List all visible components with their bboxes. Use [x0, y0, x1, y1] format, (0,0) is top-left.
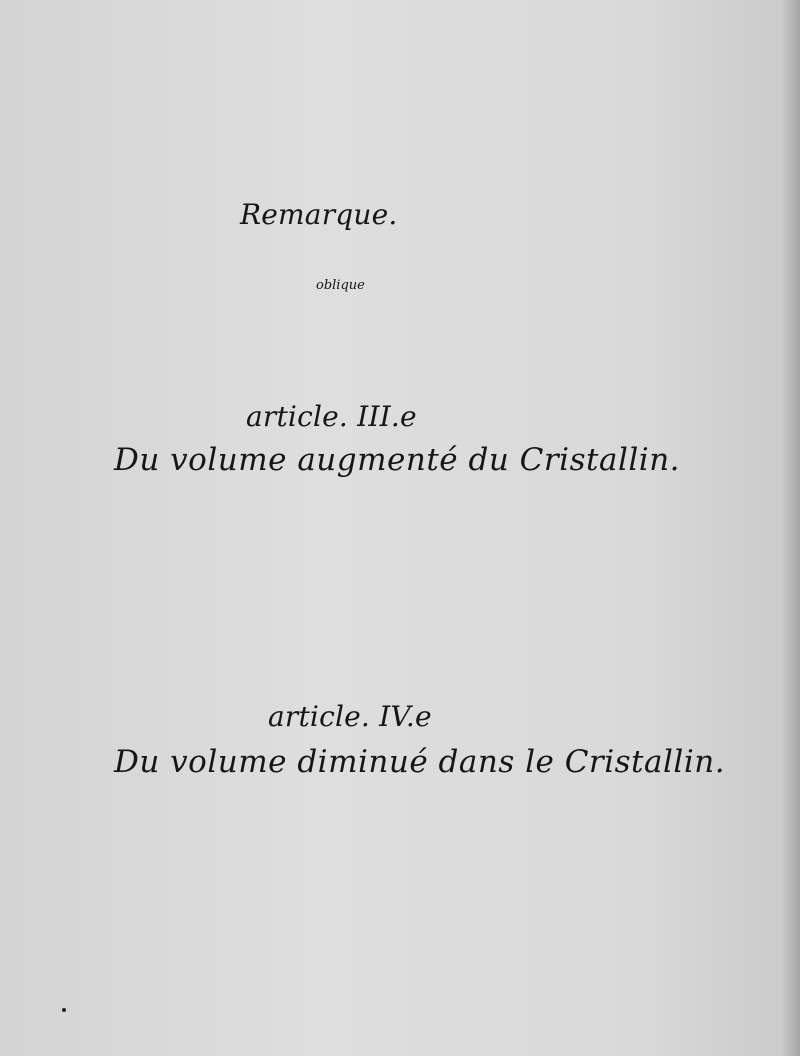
section-heading-volume-diminue: Du volume diminué dans le Cristallin.	[114, 744, 726, 780]
section-heading-remarque: Remarque.	[240, 198, 398, 231]
article-heading-4: article. IV.e	[268, 700, 432, 733]
article-heading-3: article. III.e	[246, 400, 417, 433]
interlinear-note: oblique	[316, 278, 365, 293]
page-edge-shadow	[782, 0, 800, 1056]
section-heading-volume-augmente: Du volume augmenté du Cristallin.	[114, 442, 681, 478]
ink-dot	[62, 1008, 66, 1012]
